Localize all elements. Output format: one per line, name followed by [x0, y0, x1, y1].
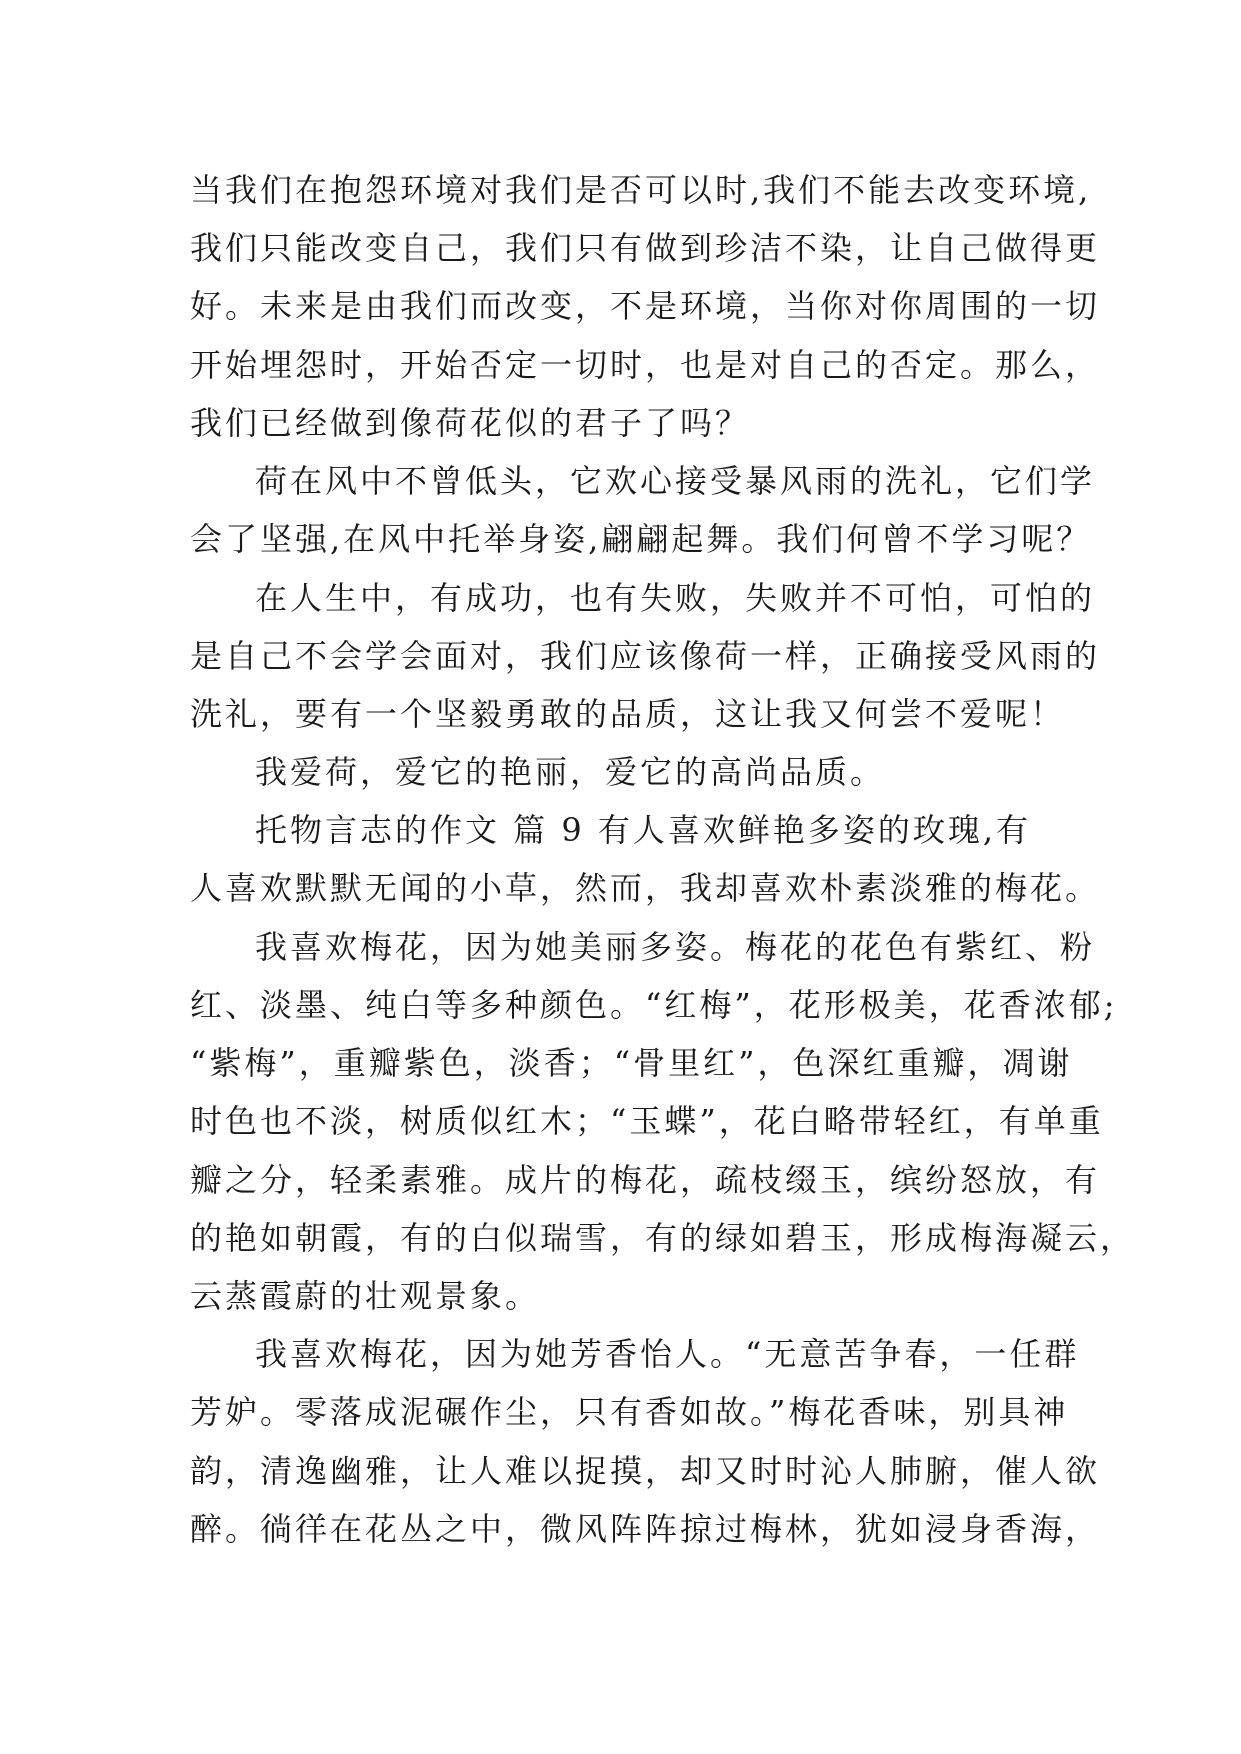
text-line: 云蒸霞蔚的壮观景象。 — [190, 1277, 541, 1315]
text-line: 瓣之分，轻柔素雅。成片的梅花，疏枝缀玉，缤纷怒放，有 — [190, 1161, 1101, 1199]
text-line: 是自己不会学会面对，我们应该像荷一样，正确接受风雨的 — [190, 637, 1101, 675]
text-line: “紫梅”，重瓣紫色，淡香；“骨里红”，色深红重瓣，凋谢 — [190, 1044, 1073, 1082]
text-line: 我们已经做到像荷花似的君子了吗？ — [190, 404, 751, 442]
text-line: 韵，清逸幽雅，让人难以捉摸，却又时时沁人肺腑，催人欲 — [190, 1452, 1101, 1490]
text-line: 我爱荷，爱它的艳丽，爱它的高尚品质。 — [255, 753, 886, 791]
text-line: 荷在风中不曾低头，它欢心接受暴风雨的洗礼，它们学 — [255, 462, 1096, 500]
text-line: 我们只能改变自己，我们只有做到珍洁不染，让自己做得更 — [190, 229, 1101, 267]
text-line: 醉。徜徉在花丛之中，微风阵阵掠过梅林，犹如浸身香海， — [190, 1510, 1101, 1548]
text-line: 我喜欢梅花，因为她芳香怡人。“无意苦争春，一任群 — [255, 1335, 1080, 1373]
text-line: 红、淡墨、纯白等多种颜色。“红梅”，花形极美，花香浓郁; — [190, 986, 1118, 1024]
text-line: 芳妒。零落成泥碾作尘，只有香如故。”梅花香味，别具神 — [190, 1393, 1069, 1431]
section-heading-line: 托物言志的作文 篇 9 有人喜欢鲜艳多姿的玫瑰,有 — [255, 811, 1032, 849]
text-line: 会了坚强,在风中托举身姿,翩翩起舞。我们何曾不学习呢？ — [190, 520, 1092, 558]
text-line: 洗礼，要有一个坚毅勇敢的品质，这让我又何尝不爱呢！ — [190, 695, 1066, 733]
text-line: 我喜欢梅花，因为她美丽多姿。梅花的花色有紫红、粉 — [255, 928, 1096, 966]
text-line: 开始埋怨时，开始否定一切时，也是对自己的否定。那么， — [190, 346, 1101, 384]
text-line: 好。未来是由我们而改变，不是环境，当你对你周围的一切 — [190, 287, 1101, 325]
text-line: 当我们在抱怨环境对我们是否可以时,我们不能去改变环境, — [190, 171, 1092, 209]
text-line: 人喜欢默默无闻的小草，然而，我却喜欢朴素淡雅的梅花。 — [190, 869, 1101, 907]
text-line: 的艳如朝霞，有的白似瑞雪，有的绿如碧玉，形成梅海凝云， — [190, 1219, 1136, 1257]
text-line: 在人生中，有成功，也有失败，失败并不可怕，可怕的 — [255, 579, 1096, 617]
text-line: 时色也不淡，树质似红木；“玉蝶”，花白略带轻红，有单重 — [190, 1102, 1104, 1140]
